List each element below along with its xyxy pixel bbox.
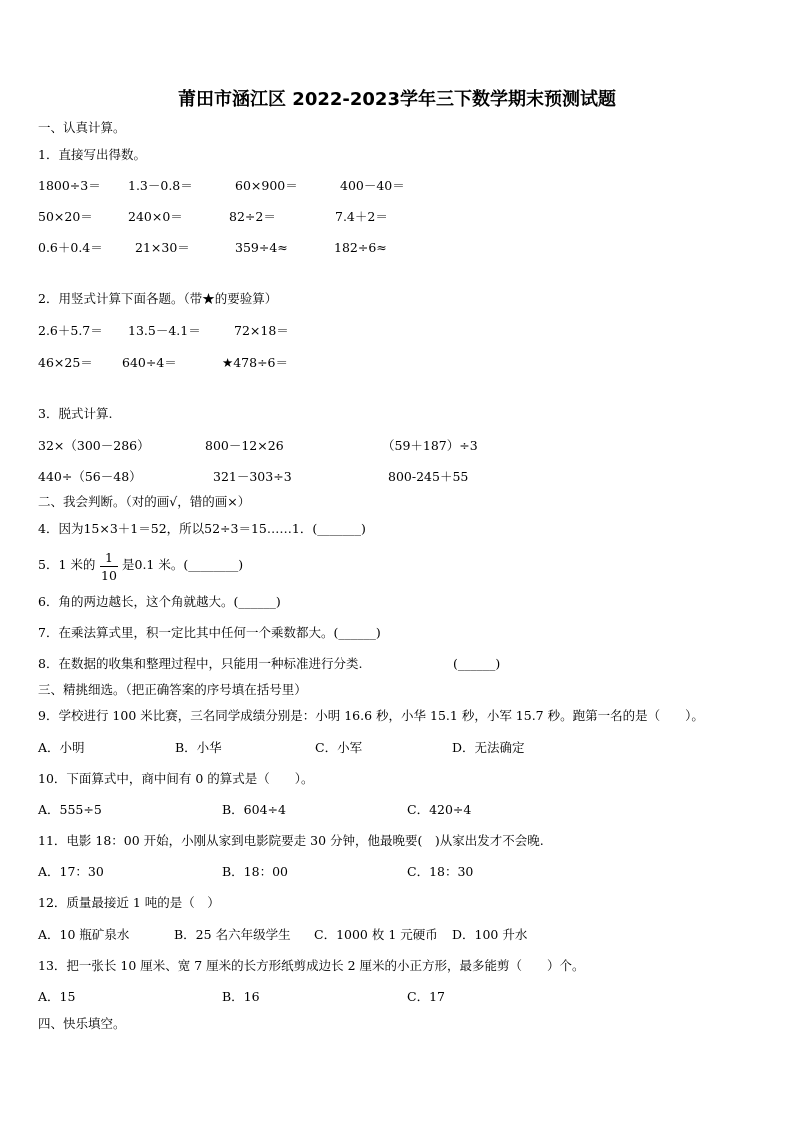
section-heading-choice: 三、精挑细选。（把正确答案的序号填在括号里） xyxy=(38,682,307,697)
fraction-one-tenth xyxy=(98,550,120,583)
q10-option: A．555÷5 xyxy=(38,802,102,817)
q12-option: B．25 名六年级学生 xyxy=(174,927,291,942)
q3-item: 321－303÷3 xyxy=(213,469,292,484)
q2-item: ★478÷6＝ xyxy=(222,355,288,370)
section-heading-judgment: 二、我会判断。（对的画√，错的画×） xyxy=(38,494,251,509)
q5-statement-start: 5．1 米的 xyxy=(38,557,96,572)
q3-item: 440÷（56－48） xyxy=(38,469,142,484)
q12-option: D．100 升水 xyxy=(452,927,528,942)
q8-answer-blank: (______) xyxy=(453,656,501,671)
section-heading-fill-in: 四、快乐填空。 xyxy=(38,1016,126,1031)
q11-option: B．18：00 xyxy=(222,864,288,879)
q2-item: 72×18＝ xyxy=(234,323,289,338)
q9-option: D．无法确定 xyxy=(452,740,525,755)
q2-heading: 2．用竖式计算下面各题。（带★的要验算） xyxy=(38,291,278,306)
q1-item: 1.3－0.8＝ xyxy=(128,178,193,193)
q9-stem: 9．学校进行 100 米比赛，三名同学成绩分别是：小明 16.6 秒，小华 15.1 秒，小军 15.7 秒。跑第一名的是（ ）。 xyxy=(38,708,704,723)
q10-stem: 10．下面算式中，商中间有 0 的算式是（ ）。 xyxy=(38,771,314,786)
q8-statement: 8．在数据的收集和整理过程中，只能用一种标准进行分类. xyxy=(38,656,363,671)
q3-item: 800－12×26 xyxy=(205,438,284,453)
q1-item: 1800÷3＝ xyxy=(38,178,101,193)
q1-item: 240×0＝ xyxy=(128,209,183,224)
fraction-denominator: 10 xyxy=(101,568,117,583)
q12-option: C．1000 枚 1 元硬币 xyxy=(314,927,438,942)
q3-heading: 3．脱式计算. xyxy=(38,406,113,421)
q1-item: 182÷6≈ xyxy=(334,240,387,255)
q2-item: 640÷4＝ xyxy=(122,355,177,370)
q3-item: （59＋187）÷3 xyxy=(382,438,478,453)
q10-option: B．604÷4 xyxy=(222,802,286,817)
q13-option: B．16 xyxy=(222,989,260,1004)
q2-item: 2.6＋5.7＝ xyxy=(38,323,103,338)
q2-item: 13.5－4.1＝ xyxy=(128,323,201,338)
q11-option: A．17：30 xyxy=(38,864,104,879)
page-title: 莆田市涵江区 2022-2023学年三下数学期末预测试题 xyxy=(178,89,616,110)
q4-statement: 4．因为15×3＋1＝52，所以52÷3＝15……1．(_______) xyxy=(38,521,366,536)
q1-heading: 1．直接写出得数。 xyxy=(38,147,146,162)
q1-item: 400－40＝ xyxy=(340,178,405,193)
q1-item: 82÷2＝ xyxy=(229,209,276,224)
section-heading-calculation: 一、认真计算。 xyxy=(38,120,126,135)
q1-item: 0.6＋0.4＝ xyxy=(38,240,103,255)
q12-stem: 12．质量最接近 1 吨的是（ ） xyxy=(38,895,220,910)
q9-option: C．小军 xyxy=(315,740,363,755)
q6-statement: 6．角的两边越长，这个角就越大。(______) xyxy=(38,594,281,609)
q1-item: 21×30＝ xyxy=(135,240,190,255)
q13-option: A．15 xyxy=(38,989,76,1004)
q1-item: 7.4＋2＝ xyxy=(335,209,388,224)
q12-option: A．10 瓶矿泉水 xyxy=(38,927,130,942)
q1-item: 60×900＝ xyxy=(235,178,298,193)
q11-option: C．18：30 xyxy=(407,864,474,879)
q10-option: C．420÷4 xyxy=(407,802,472,817)
fraction-numerator: 1 xyxy=(105,550,113,565)
q3-item: 32×（300－286） xyxy=(38,438,150,453)
q13-stem: 13．把一张长 10 厘米、宽 7 厘米的长方形纸剪成边长 2 厘米的小正方形，最多能剪（ ）个。 xyxy=(38,958,585,973)
q9-option: A．小明 xyxy=(38,740,85,755)
q9-option: B．小华 xyxy=(175,740,222,755)
q5-statement-end: 是0.1 米。(________) xyxy=(122,557,244,572)
q7-statement: 7．在乘法算式里，积一定比其中任何一个乘数都大。(______) xyxy=(38,625,381,640)
q2-item: 46×25＝ xyxy=(38,355,93,370)
fraction-bar xyxy=(100,566,118,567)
q1-item: 359÷4≈ xyxy=(235,240,288,255)
q3-item: 800-245＋55 xyxy=(388,469,469,484)
q13-option: C．17 xyxy=(407,989,445,1004)
q1-item: 50×20＝ xyxy=(38,209,93,224)
q11-stem: 11．电影 18：00 开始，小刚从家到电影院要走 30 分钟，他最晚要( )从家出发才不会晚. xyxy=(38,833,544,848)
